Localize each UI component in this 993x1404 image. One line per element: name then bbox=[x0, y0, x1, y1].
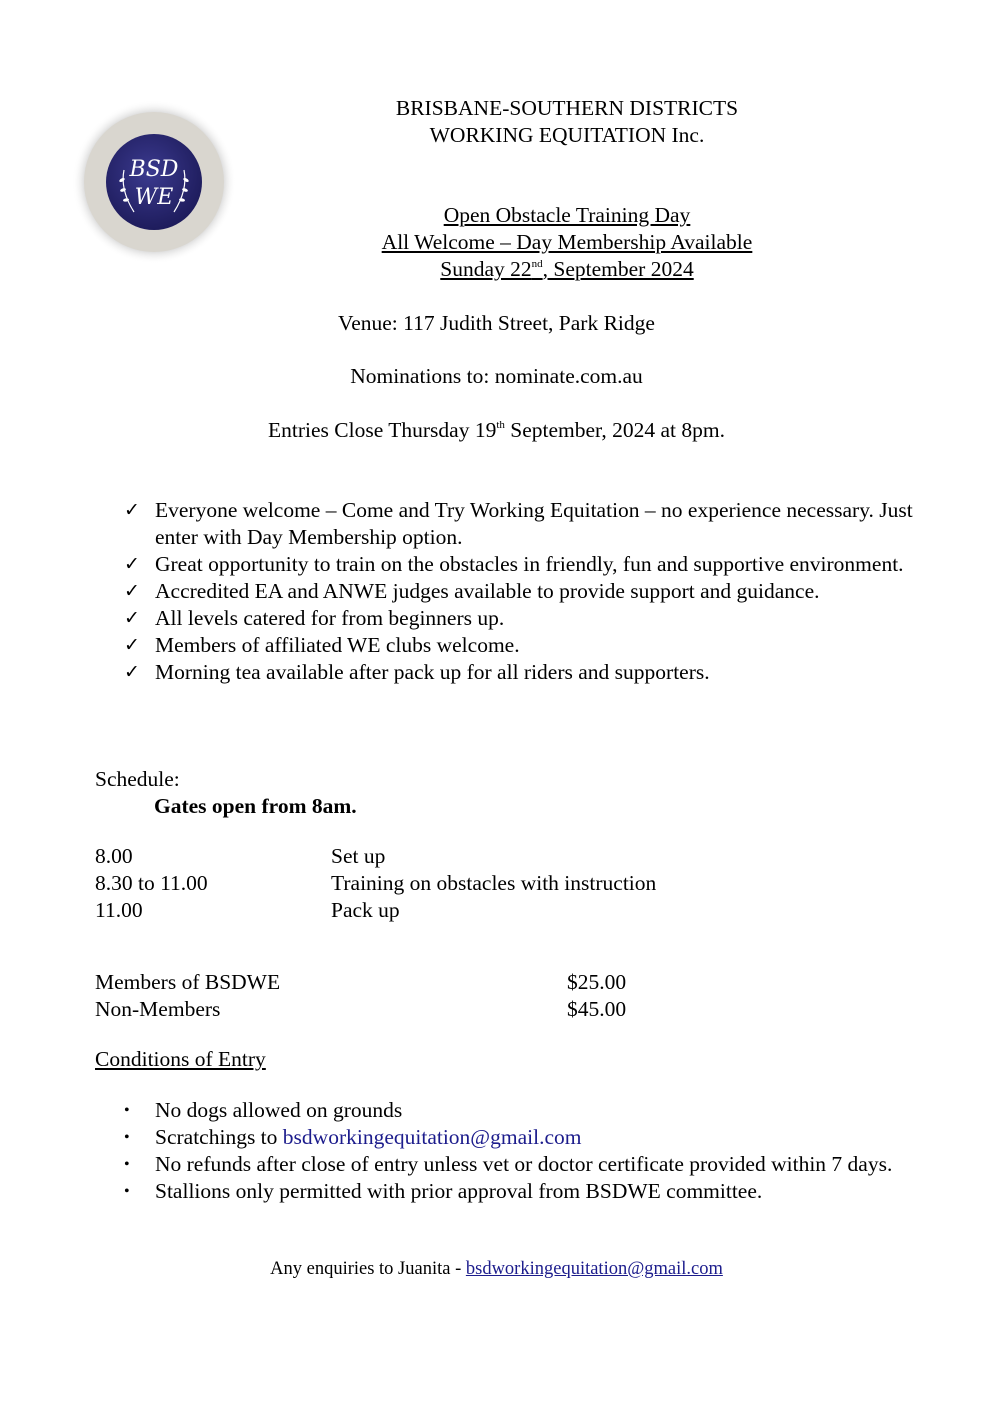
footer-email-link[interactable]: bsdworkingequitation@gmail.com bbox=[465, 1259, 723, 1279]
list-item bbox=[124, 632, 914, 659]
list-item-text: No refunds after close of entry unless vet or doctor certificate provided within 7 days. bbox=[155, 1152, 893, 1176]
gates-open: Gates open from 8am. bbox=[154, 794, 357, 818]
list-item-text: Accredited EA and ANWE judges available to provide support and guidance. bbox=[155, 579, 820, 603]
checkmark-icon: ✓ bbox=[124, 634, 140, 656]
schedule-desc: Set up bbox=[331, 844, 386, 868]
checkmark-icon: ✓ bbox=[124, 499, 140, 521]
checkmark-icon: ✓ bbox=[124, 553, 140, 575]
club-logo bbox=[72, 100, 236, 264]
list-item-text: All levels catered for from beginners up. bbox=[155, 606, 505, 630]
bullet-icon: • bbox=[124, 1102, 130, 1119]
logo-text-bsd: BSD bbox=[129, 157, 179, 182]
list-item bbox=[124, 578, 914, 605]
entries-close-suffix: September, 2024 at 8pm. bbox=[504, 418, 725, 442]
schedule-table bbox=[95, 843, 895, 924]
schedule-row bbox=[95, 843, 895, 870]
org-name-line2: WORKING EQUITATION Inc. bbox=[429, 123, 705, 147]
list-item-text: Morning tea available after pack up for all riders and supporters. bbox=[155, 660, 710, 684]
event-welcome: All Welcome – Day Membership Available bbox=[381, 230, 753, 254]
list-item bbox=[124, 605, 914, 632]
schedule-label: Schedule: bbox=[95, 767, 180, 791]
conditions-list bbox=[124, 1097, 904, 1205]
list-item-text: No dogs allowed on grounds bbox=[155, 1098, 403, 1122]
schedule-time: 8.30 to 11.00 bbox=[95, 871, 208, 895]
scratchings-email-link[interactable]: bsdworkingequitation@gmail.com bbox=[282, 1125, 582, 1149]
bullet-icon: • bbox=[124, 1129, 130, 1146]
event-date bbox=[440, 257, 693, 281]
list-item-text: Members of affiliated WE clubs welcome. bbox=[155, 633, 520, 657]
fee-name: Members of BSDWE bbox=[95, 970, 281, 994]
fee-price: $45.00 bbox=[567, 997, 627, 1021]
schedule-row bbox=[95, 870, 895, 897]
fees-table bbox=[95, 969, 895, 1023]
list-item bbox=[124, 1124, 904, 1151]
list-item-text: Everyone welcome – Come and Try Working Equitation – no experience necessary. Just enter with Day Membership option. bbox=[155, 498, 913, 549]
checkmark-icon: ✓ bbox=[124, 661, 140, 683]
list-item bbox=[124, 1178, 904, 1205]
nominations: Nominations to: nominate.com.au bbox=[350, 364, 643, 388]
fee-price: $25.00 bbox=[567, 970, 627, 994]
checkmark-icon: ✓ bbox=[124, 580, 140, 602]
venue: Venue: 117 Judith Street, Park Ridge bbox=[338, 311, 655, 335]
highlights-list bbox=[124, 497, 914, 686]
conditions-title: Conditions of Entry bbox=[95, 1047, 266, 1071]
event-heading bbox=[340, 202, 794, 283]
entries-close-prefix: Entries Close Thursday 19 bbox=[268, 418, 497, 442]
schedule-desc: Pack up bbox=[331, 898, 400, 922]
fee-row bbox=[95, 996, 895, 1023]
logo-text-we: WE bbox=[134, 185, 174, 210]
list-item bbox=[124, 1151, 904, 1178]
footer-text: Any enquiries to Juanita - bbox=[270, 1259, 466, 1279]
schedule-row bbox=[95, 897, 895, 924]
fee-row bbox=[95, 969, 895, 996]
list-item bbox=[124, 497, 914, 551]
schedule-time: 11.00 bbox=[95, 898, 143, 922]
org-name bbox=[340, 95, 794, 149]
list-item bbox=[124, 1097, 904, 1124]
event-date-prefix: Sunday 22 bbox=[440, 257, 532, 281]
list-item bbox=[124, 551, 914, 578]
event-date-sup: nd bbox=[531, 258, 543, 270]
schedule-desc: Training on obstacles with instruction bbox=[331, 871, 657, 895]
org-name-line1: BRISBANE-SOUTHERN DISTRICTS bbox=[395, 96, 739, 120]
list-item bbox=[124, 659, 914, 686]
bullet-icon: • bbox=[124, 1156, 130, 1173]
event-date-suffix: , September 2024 bbox=[542, 257, 694, 281]
fee-name: Non-Members bbox=[95, 997, 221, 1021]
list-item-text: Great opportunity to train on the obstacles in friendly, fun and supportive environment. bbox=[155, 552, 904, 576]
list-item-text: Stallions only permitted with prior approval from BSDWE committee. bbox=[155, 1179, 763, 1203]
bullet-icon: • bbox=[124, 1183, 130, 1200]
list-item-text: Scratchings to bbox=[155, 1125, 283, 1149]
schedule-time: 8.00 bbox=[95, 844, 133, 868]
checkmark-icon: ✓ bbox=[124, 607, 140, 629]
entries-close bbox=[0, 417, 993, 444]
event-title: Open Obstacle Training Day bbox=[443, 203, 691, 227]
entries-close-sup: th bbox=[496, 419, 505, 431]
footer-enquiries bbox=[0, 1256, 993, 1283]
